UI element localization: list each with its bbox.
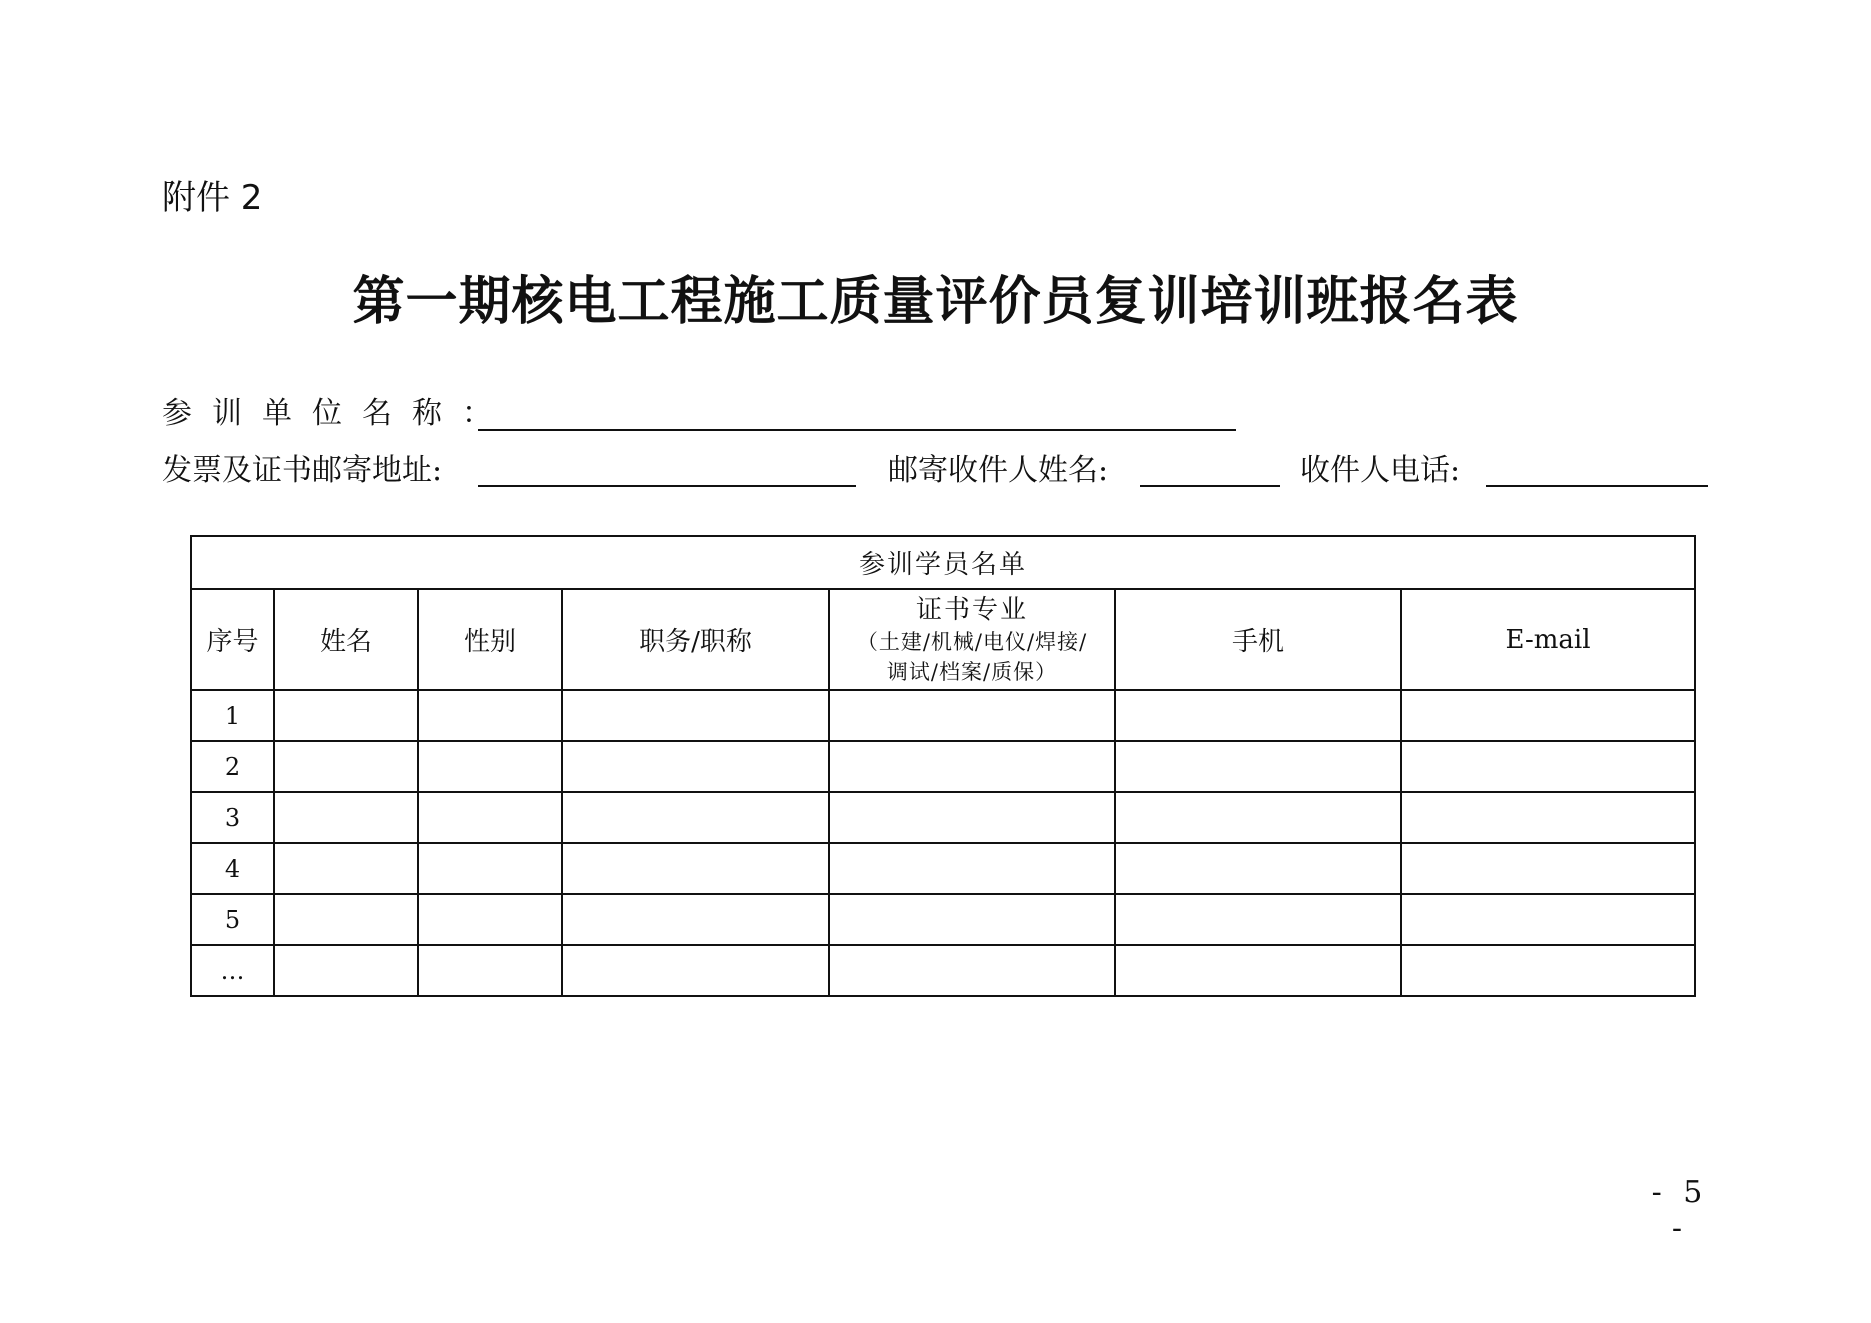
specialty-cell[interactable]: [829, 894, 1115, 945]
specialty-cell[interactable]: [829, 843, 1115, 894]
email-cell[interactable]: [1401, 843, 1695, 894]
position-cell[interactable]: [562, 690, 829, 741]
recipient-phone-field[interactable]: [1486, 485, 1708, 487]
email-cell[interactable]: [1401, 741, 1695, 792]
table-caption: 参训学员名单: [191, 536, 1695, 589]
table-row: [191, 741, 1695, 792]
header-specialty-title: 证书专业: [915, 594, 1028, 625]
unit-name-field[interactable]: [478, 429, 1236, 431]
email-cell[interactable]: [1401, 945, 1695, 996]
header-email: E-mail: [1401, 589, 1695, 690]
gender-cell[interactable]: [418, 792, 562, 843]
recipient-name-field[interactable]: [1140, 485, 1280, 487]
specialty-cell[interactable]: [829, 690, 1115, 741]
email-cell[interactable]: [1401, 894, 1695, 945]
address-label: 发票及证书邮寄地址:: [162, 453, 443, 488]
attachment-label: 附件 2: [162, 178, 263, 218]
row-seq: 3: [191, 792, 274, 843]
table-row: [191, 792, 1695, 843]
row-seq: 5: [191, 894, 274, 945]
recipient-name-label: 邮寄收件人姓名:: [888, 453, 1109, 488]
table-header-row: [191, 589, 1695, 690]
row-seq: …: [191, 945, 274, 996]
header-name: 姓名: [274, 589, 418, 690]
header-specialty-note-1: （土建/机械/电仪/焊接/: [856, 629, 1088, 654]
name-cell[interactable]: [274, 792, 418, 843]
mobile-cell[interactable]: [1115, 741, 1401, 792]
position-cell[interactable]: [562, 894, 829, 945]
gender-cell[interactable]: [418, 843, 562, 894]
page-number: - 5 -: [1651, 1175, 1709, 1246]
header-specialty-note-2: 调试/档案/质保）: [886, 659, 1058, 684]
row-seq: 1: [191, 690, 274, 741]
header-mobile: 手机: [1115, 589, 1401, 690]
mobile-cell[interactable]: [1115, 843, 1401, 894]
row-seq: 4: [191, 843, 274, 894]
specialty-cell[interactable]: [829, 741, 1115, 792]
form-title: 第一期核电工程施工质量评价员复训培训班报名表: [352, 271, 1519, 332]
gender-cell[interactable]: [418, 894, 562, 945]
position-cell[interactable]: [562, 945, 829, 996]
name-cell[interactable]: [274, 690, 418, 741]
position-cell[interactable]: [562, 741, 829, 792]
mobile-cell[interactable]: [1115, 894, 1401, 945]
name-cell[interactable]: [274, 843, 418, 894]
mobile-cell[interactable]: [1115, 690, 1401, 741]
table-row: [191, 894, 1695, 945]
email-cell[interactable]: [1401, 690, 1695, 741]
gender-cell[interactable]: [418, 741, 562, 792]
gender-cell[interactable]: [418, 945, 562, 996]
header-seq: 序号: [191, 589, 274, 690]
address-field[interactable]: [478, 485, 856, 487]
recipient-phone-label: 收件人电话:: [1300, 453, 1461, 488]
trainee-roster-table: [190, 535, 1696, 997]
position-cell[interactable]: [562, 792, 829, 843]
gender-cell[interactable]: [418, 690, 562, 741]
row-seq: 2: [191, 741, 274, 792]
header-position: 职务/职称: [562, 589, 829, 690]
name-cell[interactable]: [274, 945, 418, 996]
mobile-cell[interactable]: [1115, 792, 1401, 843]
header-gender: 性别: [418, 589, 562, 690]
header-specialty: [829, 589, 1115, 690]
table-row: [191, 945, 1695, 996]
email-cell[interactable]: [1401, 792, 1695, 843]
name-cell[interactable]: [274, 894, 418, 945]
specialty-cell[interactable]: [829, 945, 1115, 996]
table-row: [191, 690, 1695, 741]
mobile-cell[interactable]: [1115, 945, 1401, 996]
table-row: [191, 843, 1695, 894]
specialty-cell[interactable]: [829, 792, 1115, 843]
name-cell[interactable]: [274, 741, 418, 792]
position-cell[interactable]: [562, 843, 829, 894]
unit-name-label: 参训单位名称：: [162, 396, 512, 431]
